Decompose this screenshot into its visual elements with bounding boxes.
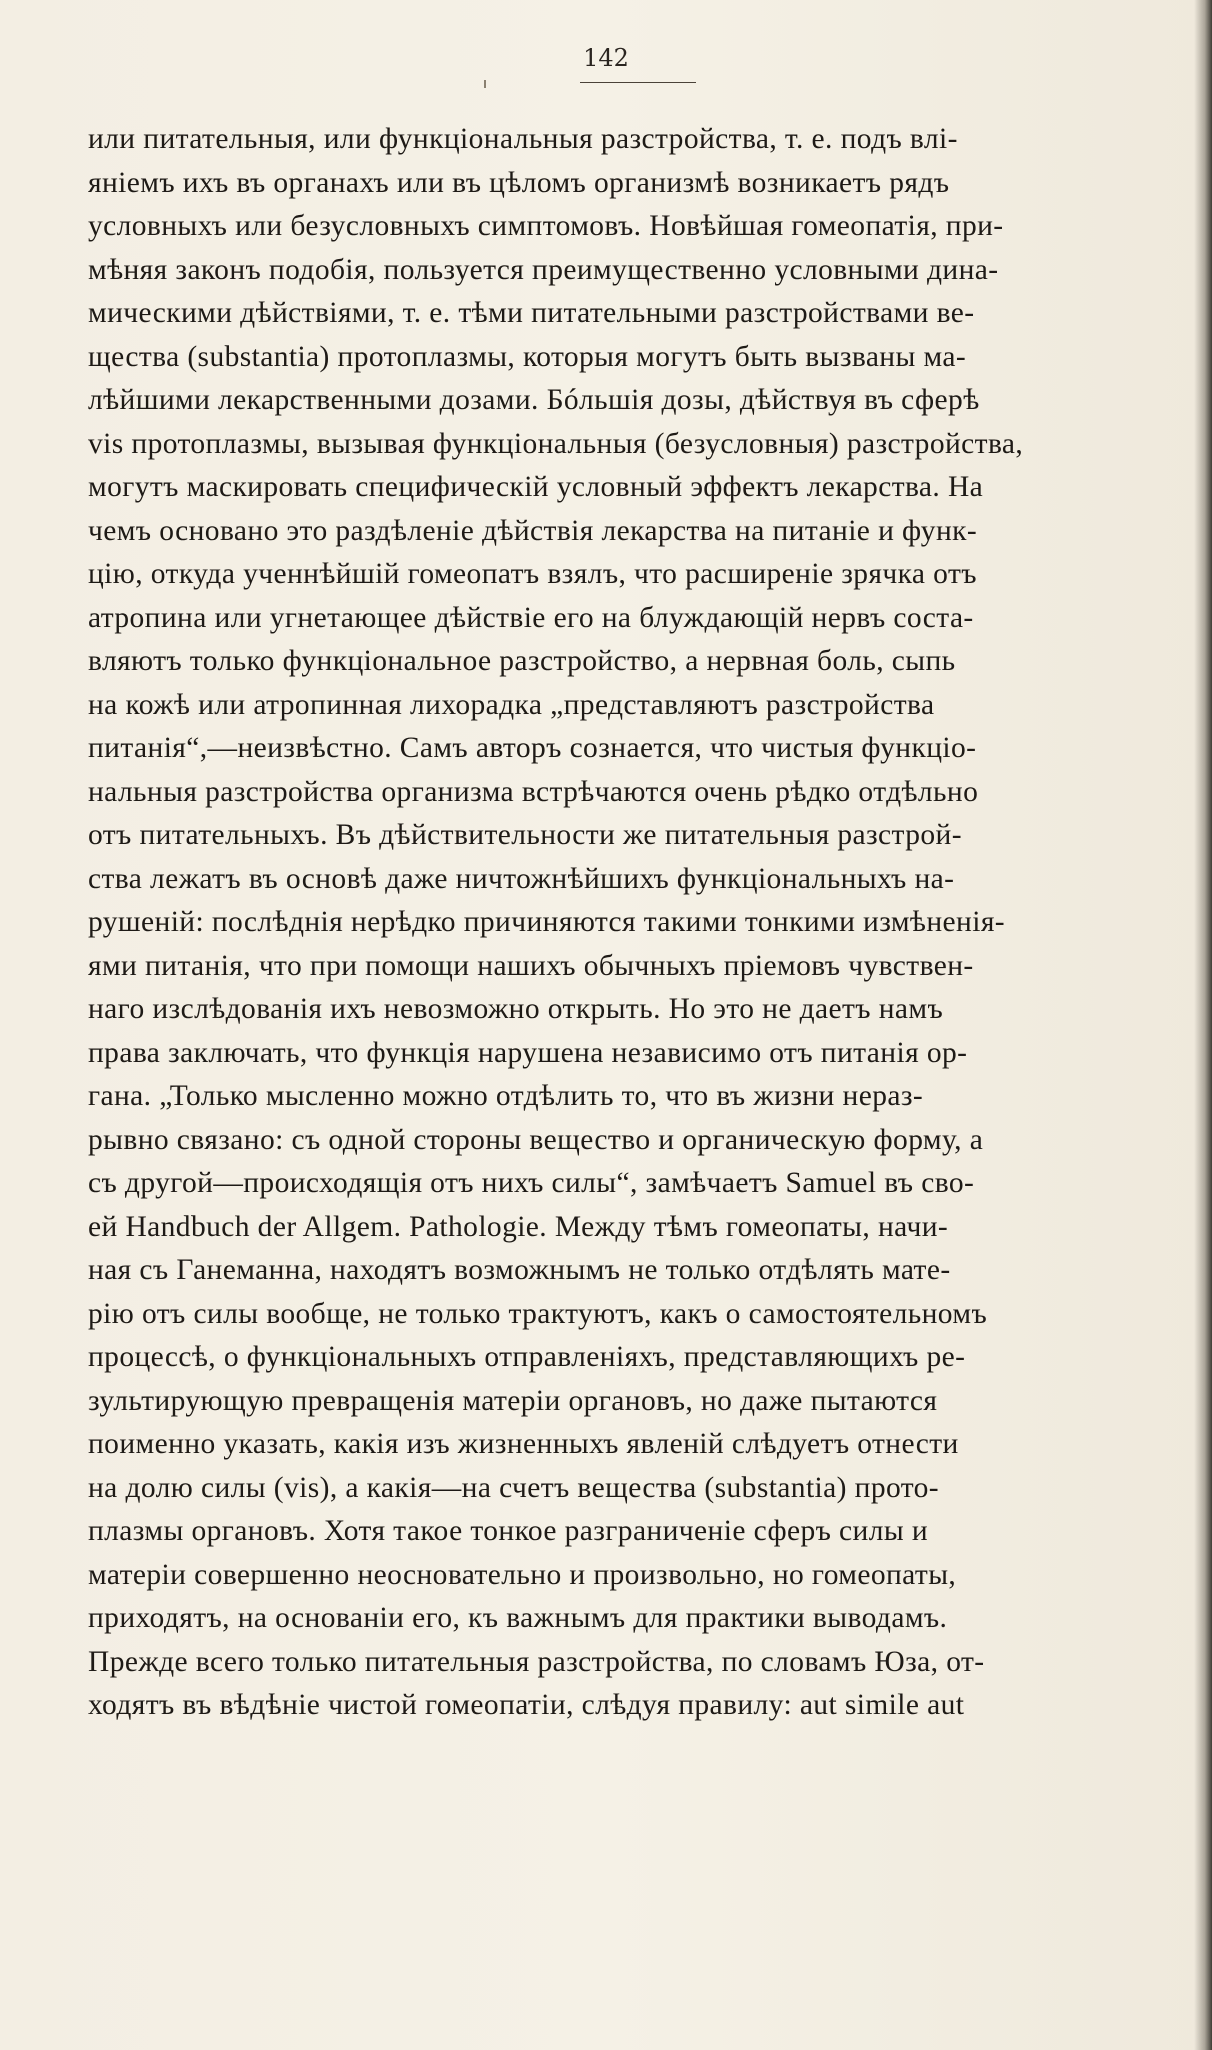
- text-line: яніемъ ихъ въ органахъ или въ цѣломъ организмѣ возникаетъ рядъ: [88, 166, 950, 199]
- text-line: рушеній: послѣднія нерѣдко причиняются такими тонкими измѣненія-: [88, 906, 1006, 938]
- text-line: на кожѣ или атропинная лихорадка „представляютъ разстройства: [88, 688, 935, 721]
- text-line: ства лежатъ въ основѣ даже ничтожнѣйшихъ функціональныхъ на-: [88, 862, 955, 895]
- text-line: щества (substantia) протоплазмы, которыя могутъ быть вызваны ма-: [88, 340, 967, 373]
- text-line: мическими дѣйствіями, т. е. тѣми питательными разстройствами ве-: [88, 297, 975, 329]
- text-line: вляютъ только функціональное разстройство, а нервная боль, сыпь: [88, 645, 956, 677]
- text-line: зультирующую превращенія матеріи органовъ, но даже пытаются: [88, 1384, 938, 1417]
- text-line: или питательныя, или функціональныя разстройства, т. е. подъ влі-: [88, 123, 958, 155]
- text-line: Прежде всего только питательныя разстройства, по словамъ Юза, от-: [88, 1645, 985, 1678]
- text-line: мѣняя законъ подобія, пользуется преимущественно условными дина-: [88, 253, 999, 286]
- text-line: плазмы органовъ. Хотя такое тонкое разграниченіе сферъ силы и: [88, 1515, 929, 1547]
- text-line: ная съ Ганеманна, находятъ возможнымъ не только отдѣлять мате-: [88, 1254, 951, 1286]
- text-line: на долю силы (vis), а какія—на счетъ вещества (substantia) прото-: [88, 1471, 940, 1504]
- print-mark: [484, 80, 486, 88]
- text-line: атропина или угнетающее дѣйствіе его на блуждающій нервъ соста-: [88, 601, 974, 634]
- text-line: нальныя разстройства организма встрѣчаются очень рѣдко отдѣльно: [88, 775, 979, 808]
- text-line: питанія“,—неизвѣстно. Самъ авторъ сознается, что чистыя функціо-: [88, 732, 977, 764]
- text-line: процессѣ, о функціональныхъ отправленіяхъ, представляющихъ ре-: [88, 1341, 966, 1373]
- text-line: гана. „Только мысленно можно отдѣлить то, что въ жизни нераз-: [88, 1080, 924, 1112]
- text-line: рію отъ силы вообще, не только трактуютъ, какъ о самостоятельномъ: [88, 1297, 988, 1330]
- text-line: приходятъ, на основаніи его, къ важнымъ для практики выводамъ.: [88, 1602, 948, 1634]
- text-line: съ другой—происходящія отъ нихъ силы“, замѣчаетъ Samuel въ сво-: [88, 1167, 975, 1199]
- text-line: ходятъ въ вѣдѣніе чистой гомеопатіи, слѣдуя правилу: aut simile aut: [88, 1689, 965, 1721]
- text-line: поименно указать, какія изъ жизненныхъ явленій слѣдуетъ отнести: [88, 1428, 959, 1460]
- text-line: матеріи совершенно неосновательно и произвольно, но гомеопаты,: [88, 1558, 957, 1591]
- text-line: рывно связано: съ одной стороны вещество и органическую форму, а: [88, 1123, 984, 1156]
- text-line: ями питанія, что при помощи нашихъ обычныхъ пріемовъ чувствен-: [88, 949, 974, 982]
- text-line: ей Handbuch der Allgem. Pathologie. Между тѣмъ гомеопаты, начи-: [88, 1210, 949, 1243]
- text-line: vis протоплазмы, вызывая функціональныя (безусловныя) разстройства,: [88, 427, 1024, 460]
- page-edge-shadow: [1194, 0, 1212, 2050]
- text-line: могутъ маскировать специфическій условный эффектъ лекарства. На: [88, 471, 984, 503]
- page-number: 142: [583, 44, 629, 72]
- page-number-rule: [580, 82, 696, 83]
- text-line: чемъ основано это раздѣленіе дѣйствія лекарства на питаніе и функ-: [88, 514, 978, 547]
- text-line: наго изслѣдованія ихъ невозможно открыть. Но это не даетъ намъ: [88, 993, 944, 1025]
- text-line: права заключать, что функція нарушена независимо отъ питанія ор-: [88, 1036, 968, 1069]
- text-line: цію, откуда ученнѣйшій гомеопатъ взялъ, что расширеніе зрячка отъ: [88, 558, 977, 590]
- text-line: отъ питательныхъ. Въ дѣйствительности же питательныя разстрой-: [88, 819, 962, 851]
- text-line: лѣйшими лекарственными дозами. Бóльшія дозы, дѣйствуя въ сферѣ: [88, 384, 980, 416]
- text-line: условныхъ или безусловныхъ симптомовъ. Новѣйшая гомеопатія, при-: [88, 210, 1004, 242]
- body-text: [88, 118, 1188, 1728]
